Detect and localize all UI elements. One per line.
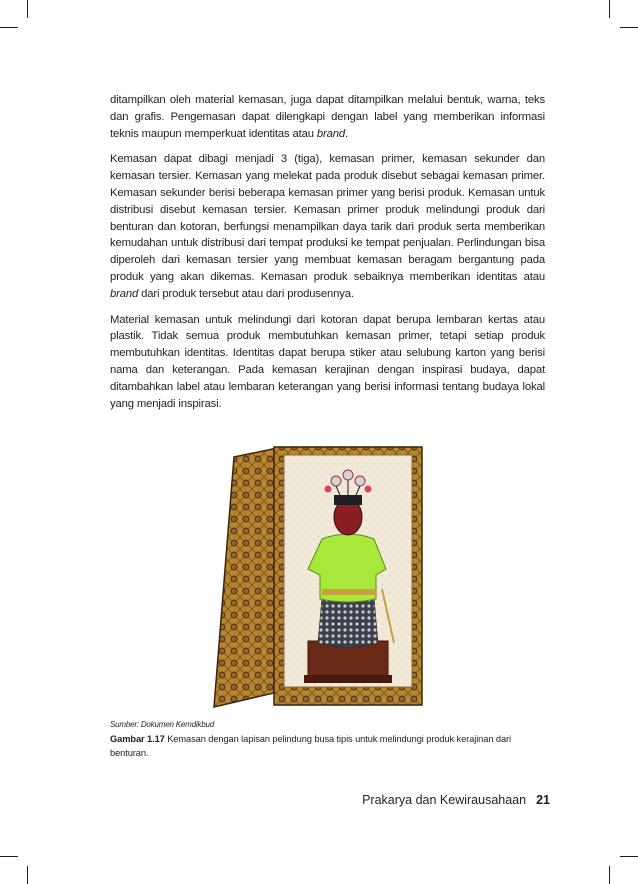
crop-mark <box>27 0 28 18</box>
crop-mark <box>620 27 638 28</box>
crop-mark <box>609 0 610 18</box>
body-text <box>110 92 545 421</box>
crop-mark <box>620 856 638 857</box>
paragraph-1: ditampilkan oleh material kemasan, juga dapat ditampilkan melalui bentuk, warna, teks dan grafis. Pengemasan dapat dilengkapi dengan label yang memberikan informasi teknis maupun memperkuat identitas atau brand. <box>110 94 545 140</box>
crop-mark <box>0 27 18 28</box>
crop-mark <box>27 866 28 884</box>
page-footer <box>362 793 550 807</box>
caption-text: Kemasan dengan lapisan pelindung busa tipis untuk melindungi produk kerajinan dari benturan. <box>110 734 511 758</box>
caption-label: Gambar 1.17 <box>110 734 165 744</box>
paragraph-2: Kemasan dapat dibagi menjadi 3 (tiga), kemasan primer, kemasan sekunder dan kemasan tersier. Kemasan yang melekat pada produk disebut sebagai kemasan primer. Kemasan sekunder berisi beberapa kemasan primer yang berisi produk. Kemasan untuk distribusi disebut kemasan tersier. Kemasan primer produk melindungi produk dari benturan dan kotoran, berfungsi menampilkan daya tarik dari produk serta memberikan kemudahan untuk distribusi dari tempat produksi ke tempat penjualan. Perlindungan bisa diperoleh dari kemasan tersier yang membuat kemasan beragam bergantung pada produk yang akan dikemas. Kemasan produk sebaiknya memberikan identitas atau brand dari produk tersebut atau dari produsennya. <box>110 153 545 300</box>
paragraph-3: Material kemasan untuk melindungi dari kotoran dapat berupa lembaran kertas atau plastik. Tidak semua produk membutuhkan kemasan primer, tetapi setiap produk membutuhkan identitas. Identitas dapat berupa stiker atau selubung karton yang berisi nama dan keterangan. Pada kemasan kerajinan dengan inspirasi budaya, dapat ditambahkan label atau lembaran keterangan yang berisi informasi tentang budaya lokal yang menjadi inspirasi. <box>110 313 545 410</box>
page-number: 21 <box>536 793 550 807</box>
figure-caption <box>110 733 545 760</box>
crop-mark <box>0 856 18 857</box>
figure-source: Sumber: Dokumen Kemdikbud <box>110 720 214 729</box>
crop-mark <box>609 866 610 884</box>
figure-image <box>204 429 435 718</box>
book-title: Prakarya dan Kewirausahaan <box>362 793 527 807</box>
